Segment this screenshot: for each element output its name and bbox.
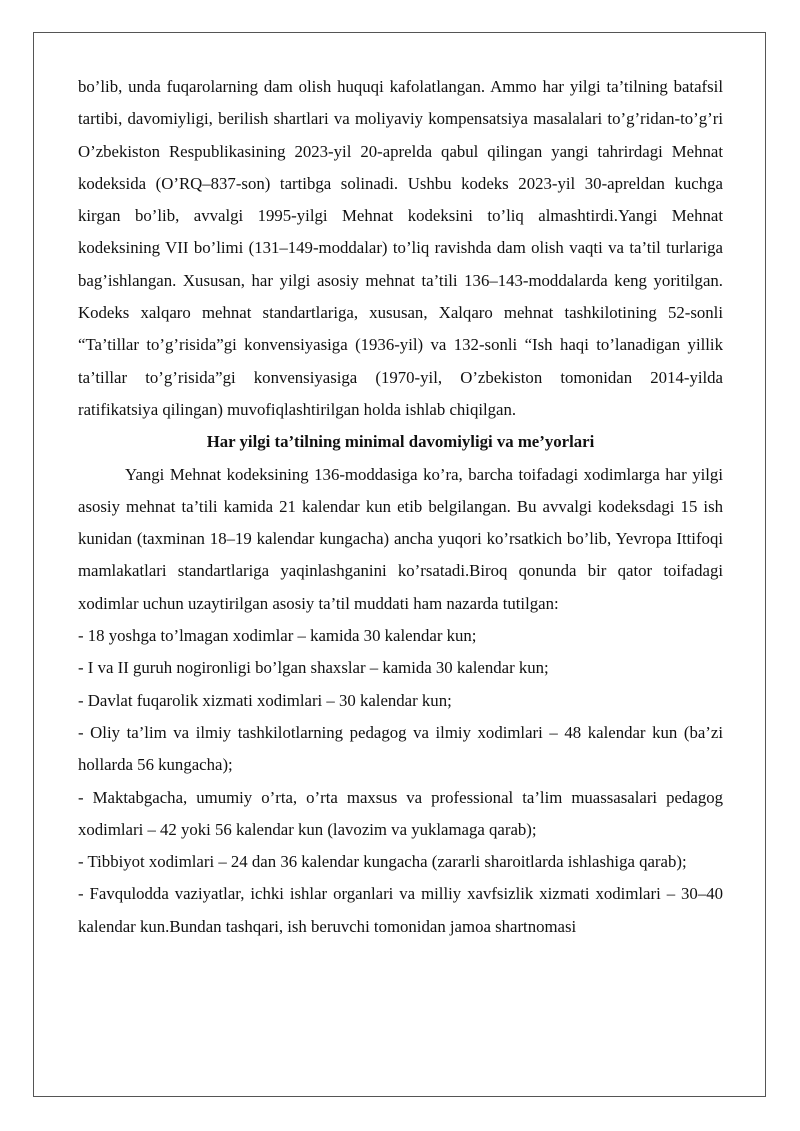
list-item: - Maktabgacha, umumiy o’rta, o’rta maxsus va professional ta’lim muassasalari pedagog xodimlari – 42 yoki 56 kalendar kun (lavozim va yuklamaga qarab); [78, 787, 723, 839]
document-body [78, 71, 723, 943]
list-item: - 18 yoshga to’lmagan xodimlar – kamida 30 kalendar kun; [78, 626, 477, 646]
list-item: - Favqulodda vaziyatlar, ichki ishlar organlari va milliy xavfsizlik xizmati xodimlari – 30–40 kalendar kun.Bundan tashqari, ish beruvchi tomonidan jamoa shartnomasi [78, 884, 723, 936]
section-heading: Har yilgi ta’tilning minimal davomiyligi va me’yorlari [206, 432, 595, 452]
intro-paragraph: bo’lib, unda fuqarolarning dam olish huquqi kafolatlangan. Ammo har yilgi ta’tilning batafsil tartibi, davomiyligi, berilish shartlari va moliyaviy kompensatsiya masalalari to’g’ridan-to’g’ri O’zbekiston Respublikasining 2023-yil 20-aprelda qabul qilingan yangi tahrirdagi Mehnat kodeksida (O’RQ–837-son) tartibga solinadi. Ushbu kodeks 2023-yil 30-apreldan kuchga kirgan bo’lib, avvalgi 1995-yilgi Mehnat kodeksini to’liq almashtirdi.Yangi Mehnat kodeksining VII bo’limi (131–149-moddalar) to’liq ravishda dam olish vaqti va ta’til turlariga bag’ishlangan. Xususan, har yilgi asosiy mehnat ta’tili 136–143-moddalarda keng yoritilgan. Kodeks xalqaro mehnat standartlariga, xususan, Xalqaro mehnat tashkilotining 52-sonli “Ta’tillar to’g’risida”gi konvensiyasiga (1936-yil) va 132-sonli “Ish haqi to’lanadigan yillik ta’tillar to’g’risida”gi konvensiyasiga (1970-yil, O’zbekiston tomonidan 2014-yilda ratifikatsiya qilingan) muvofiqlashtirilgan holda ishlab chiqilgan. [78, 77, 723, 419]
list-item: - Davlat fuqarolik xizmati xodimlari – 30 kalendar kun; [78, 690, 452, 710]
list-item: - I va II guruh nogironligi bo’lgan shaxslar – kamida 30 kalendar kun; [78, 658, 549, 678]
list-item: - Oliy ta’lim va ilmiy tashkilotlarning pedagog va ilmiy xodimlari – 48 kalendar kun (ba’zi hollarda 56 kungacha); [78, 722, 723, 775]
list-item: - Tibbiyot xodimlari – 24 dan 36 kalendar kungacha (zararli sharoitlarda ishlashiga qarab); [78, 852, 687, 872]
section-paragraph: Yangi Mehnat kodeksining 136-moddasiga ko’ra, barcha toifadagi xodimlarga har yilgi asosiy mehnat ta’tili kamida 21 kalendar kun etib belgilangan. Bu avvalgi kodeksdagi 15 ish kunidan (taxminan 18–19 kalendar kungacha) ancha yuqori ko’rsatkich bo’lib, Yevropa Ittifoqi mamlakatlari standartlariga yaqinlashganini ko’rsatadi.Biroq qonunda bir qator toifadagi xodimlar uchun uzaytirilgan asosiy ta’til muddati ham nazarda tutilgan: [78, 464, 723, 613]
list [78, 620, 723, 943]
